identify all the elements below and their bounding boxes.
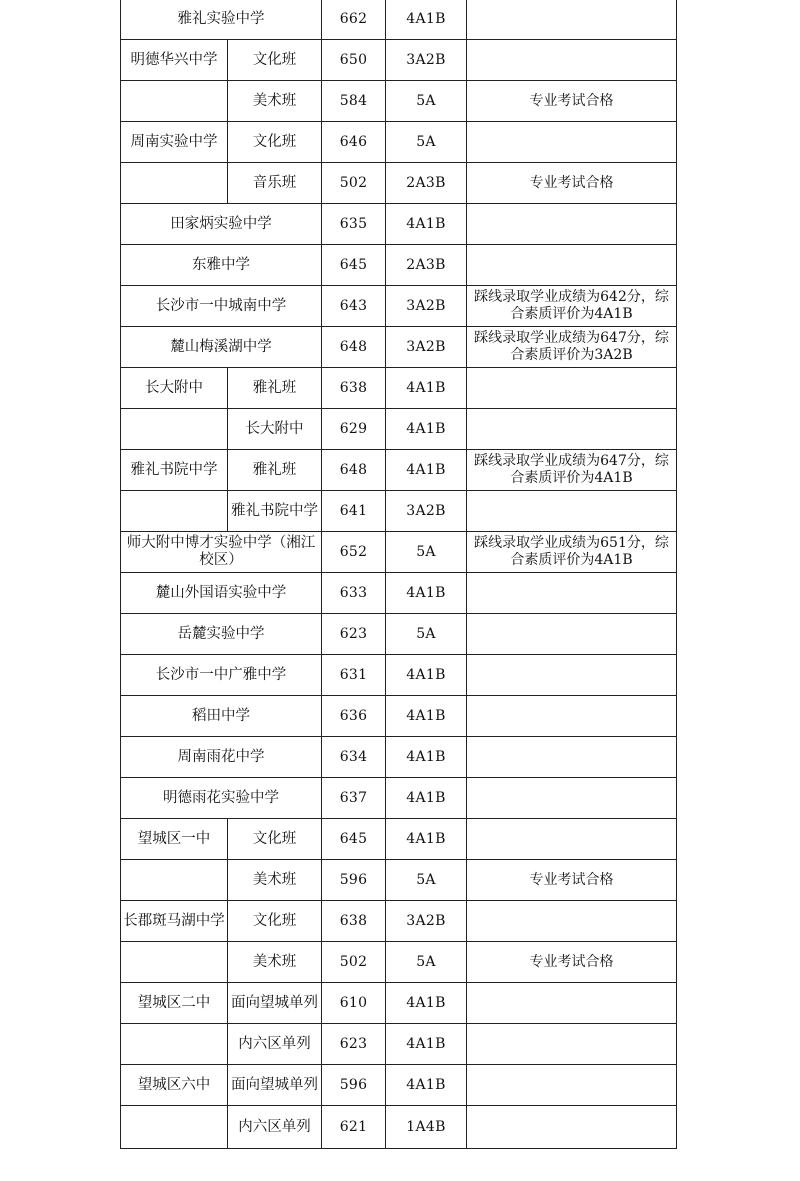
class-cell: 文化班 [228, 40, 322, 81]
score-cell: 648 [322, 450, 386, 491]
grade-cell: 4A1B [386, 368, 467, 409]
admission-score-table [120, 0, 677, 1149]
grade-cell: 4A1B [386, 778, 467, 819]
grade-cell: 5A [386, 122, 467, 163]
grade-cell: 2A3B [386, 163, 467, 204]
class-cell: 内六区单列 [228, 1106, 322, 1149]
score-cell: 645 [322, 819, 386, 860]
grade-cell: 4A1B [386, 983, 467, 1024]
grade-cell: 5A [386, 942, 467, 983]
table-row [121, 1024, 677, 1065]
note-cell [467, 368, 677, 409]
table-row [121, 696, 677, 737]
grade-cell: 3A2B [386, 286, 467, 327]
school-cell: 雅礼实验中学 [121, 0, 322, 40]
note-cell: 踩线录取学业成绩为651分，综合素质评价为4A1B [467, 532, 677, 573]
school-cell: 明德雨花实验中学 [121, 778, 322, 819]
note-cell: 专业考试合格 [467, 163, 677, 204]
table-row [121, 983, 677, 1024]
table-row [121, 655, 677, 696]
note-cell [467, 819, 677, 860]
score-cell: 646 [322, 122, 386, 163]
grade-cell: 3A2B [386, 40, 467, 81]
note-cell [467, 245, 677, 286]
class-cell: 美术班 [228, 942, 322, 983]
note-cell [467, 614, 677, 655]
class-cell: 长大附中 [228, 409, 322, 450]
school-cell: 岳麓实验中学 [121, 614, 322, 655]
note-cell [467, 778, 677, 819]
score-cell: 641 [322, 491, 386, 532]
table-row [121, 737, 677, 778]
table-row [121, 327, 677, 368]
note-cell [467, 696, 677, 737]
table-row [121, 245, 677, 286]
table-row [121, 778, 677, 819]
school-cell: 周南雨花中学 [121, 737, 322, 778]
school-cell: 长沙市一中广雅中学 [121, 655, 322, 696]
score-cell: 638 [322, 368, 386, 409]
score-cell: 648 [322, 327, 386, 368]
school-cell [121, 1106, 228, 1149]
note-cell [467, 737, 677, 778]
class-cell: 内六区单列 [228, 1024, 322, 1065]
school-cell: 东雅中学 [121, 245, 322, 286]
score-cell: 623 [322, 1024, 386, 1065]
school-cell: 师大附中博才实验中学（湘江校区） [121, 532, 322, 573]
grade-cell: 4A1B [386, 204, 467, 245]
note-cell [467, 491, 677, 532]
school-cell: 长沙市一中城南中学 [121, 286, 322, 327]
score-cell: 502 [322, 163, 386, 204]
grade-cell: 3A2B [386, 327, 467, 368]
score-cell: 621 [322, 1106, 386, 1149]
table-row [121, 204, 677, 245]
school-cell: 望城区六中 [121, 1065, 228, 1106]
score-cell: 662 [322, 0, 386, 40]
score-cell: 596 [322, 1065, 386, 1106]
note-cell [467, 901, 677, 942]
table-row [121, 901, 677, 942]
note-cell: 踩线录取学业成绩为642分，综合素质评价为4A1B [467, 286, 677, 327]
table-row [121, 409, 677, 450]
grade-cell: 4A1B [386, 1024, 467, 1065]
school-cell: 望城区二中 [121, 983, 228, 1024]
class-cell: 文化班 [228, 901, 322, 942]
class-cell: 雅礼班 [228, 368, 322, 409]
school-cell [121, 1024, 228, 1065]
school-cell [121, 860, 228, 901]
table-row [121, 368, 677, 409]
class-cell: 面向望城单列 [228, 983, 322, 1024]
school-cell: 周南实验中学 [121, 122, 228, 163]
note-cell [467, 1106, 677, 1149]
school-cell: 雅礼书院中学 [121, 450, 228, 491]
school-cell [121, 81, 228, 122]
class-cell: 文化班 [228, 122, 322, 163]
class-cell: 美术班 [228, 81, 322, 122]
grade-cell: 4A1B [386, 409, 467, 450]
score-cell: 638 [322, 901, 386, 942]
table-row [121, 122, 677, 163]
score-cell: 645 [322, 245, 386, 286]
score-cell: 635 [322, 204, 386, 245]
note-cell: 专业考试合格 [467, 81, 677, 122]
school-cell: 明德华兴中学 [121, 40, 228, 81]
score-cell: 502 [322, 942, 386, 983]
grade-cell: 4A1B [386, 450, 467, 491]
note-cell [467, 655, 677, 696]
grade-cell: 4A1B [386, 696, 467, 737]
note-cell [467, 122, 677, 163]
score-cell: 652 [322, 532, 386, 573]
table-row [121, 819, 677, 860]
note-cell: 踩线录取学业成绩为647分，综合素质评价为3A2B [467, 327, 677, 368]
school-cell [121, 942, 228, 983]
grade-cell: 3A2B [386, 901, 467, 942]
grade-cell: 3A2B [386, 491, 467, 532]
school-cell [121, 409, 228, 450]
note-cell: 踩线录取学业成绩为647分，综合素质评价为4A1B [467, 450, 677, 491]
score-cell: 634 [322, 737, 386, 778]
class-cell: 美术班 [228, 860, 322, 901]
class-cell: 面向望城单列 [228, 1065, 322, 1106]
school-cell: 稻田中学 [121, 696, 322, 737]
table-row [121, 573, 677, 614]
score-cell: 623 [322, 614, 386, 655]
school-cell: 长大附中 [121, 368, 228, 409]
grade-cell: 5A [386, 532, 467, 573]
table-row [121, 491, 677, 532]
school-cell: 长郡斑马湖中学 [121, 901, 228, 942]
grade-cell: 1A4B [386, 1106, 467, 1149]
table-row [121, 942, 677, 983]
table-row [121, 163, 677, 204]
grade-cell: 4A1B [386, 0, 467, 40]
note-cell [467, 0, 677, 40]
table-row [121, 1106, 677, 1149]
note-cell [467, 1065, 677, 1106]
note-cell [467, 204, 677, 245]
table-row [121, 860, 677, 901]
note-cell: 专业考试合格 [467, 942, 677, 983]
class-cell: 音乐班 [228, 163, 322, 204]
note-cell: 专业考试合格 [467, 860, 677, 901]
score-cell: 637 [322, 778, 386, 819]
school-cell: 望城区一中 [121, 819, 228, 860]
score-cell: 643 [322, 286, 386, 327]
grade-cell: 4A1B [386, 819, 467, 860]
note-cell [467, 983, 677, 1024]
class-cell: 雅礼班 [228, 450, 322, 491]
score-cell: 629 [322, 409, 386, 450]
score-cell: 633 [322, 573, 386, 614]
school-cell [121, 163, 228, 204]
school-cell: 麓山外国语实验中学 [121, 573, 322, 614]
table-row [121, 1065, 677, 1106]
table-row [121, 532, 677, 573]
note-cell [467, 573, 677, 614]
grade-cell: 2A3B [386, 245, 467, 286]
score-cell: 631 [322, 655, 386, 696]
grade-cell: 5A [386, 614, 467, 655]
school-cell [121, 491, 228, 532]
grade-cell: 4A1B [386, 655, 467, 696]
school-cell: 田家炳实验中学 [121, 204, 322, 245]
score-cell: 650 [322, 40, 386, 81]
score-cell: 584 [322, 81, 386, 122]
table-row [121, 450, 677, 491]
table-row [121, 81, 677, 122]
table-row [121, 40, 677, 81]
score-cell: 610 [322, 983, 386, 1024]
class-cell: 文化班 [228, 819, 322, 860]
table-row [121, 0, 677, 40]
score-cell: 596 [322, 860, 386, 901]
table-row [121, 614, 677, 655]
table-row [121, 286, 677, 327]
grade-cell: 4A1B [386, 737, 467, 778]
grade-cell: 4A1B [386, 1065, 467, 1106]
school-cell: 麓山梅溪湖中学 [121, 327, 322, 368]
grade-cell: 5A [386, 81, 467, 122]
score-cell: 636 [322, 696, 386, 737]
note-cell [467, 40, 677, 81]
class-cell: 雅礼书院中学 [228, 491, 322, 532]
grade-cell: 4A1B [386, 573, 467, 614]
note-cell [467, 1024, 677, 1065]
note-cell [467, 409, 677, 450]
grade-cell: 5A [386, 860, 467, 901]
